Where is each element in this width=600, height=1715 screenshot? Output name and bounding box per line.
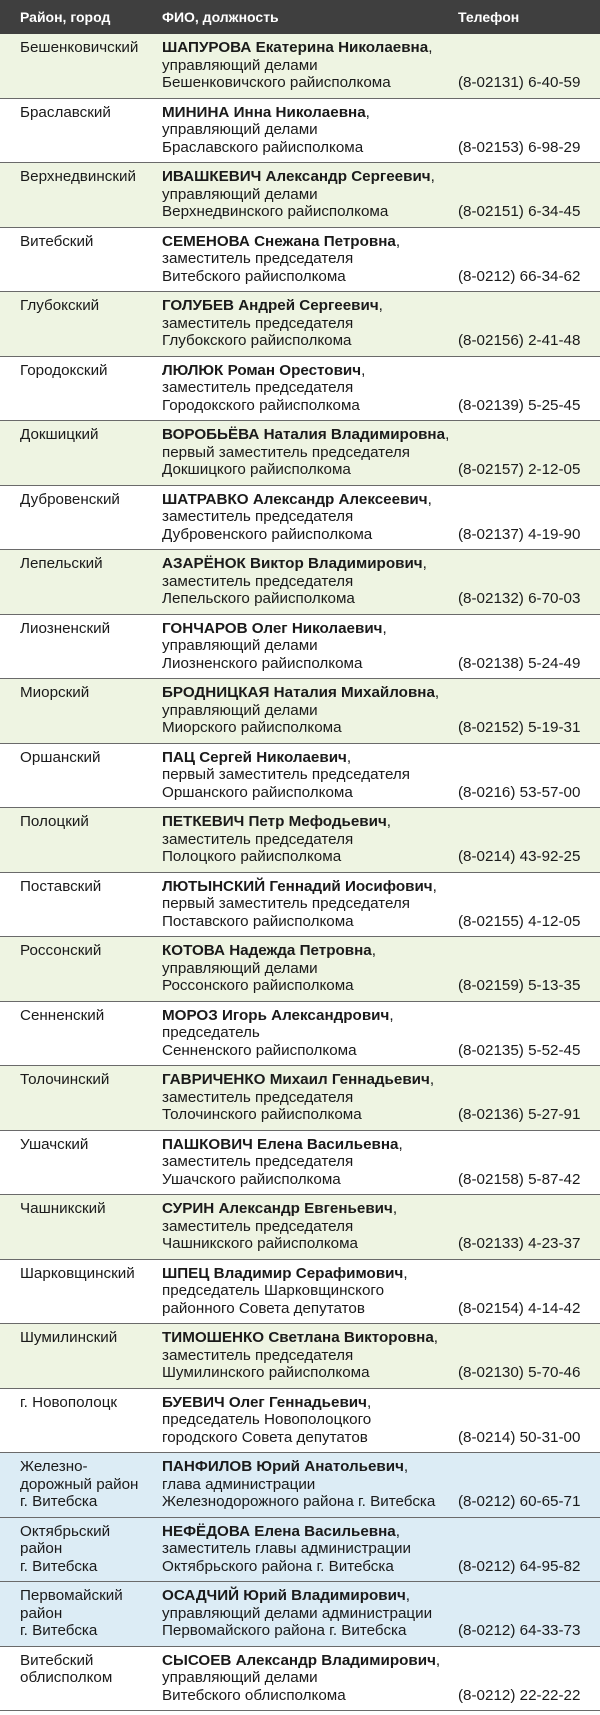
person-given-name: Юрий Анатольевич	[256, 1458, 404, 1475]
district-cell	[20, 749, 158, 767]
table-row	[0, 486, 600, 551]
phone-number: (8-02154) 4-14-42	[458, 1299, 581, 1317]
district-line: Докшицкий	[20, 426, 99, 443]
table-row	[0, 937, 600, 1002]
person-name: ГАВРИЧЕНКО Михаил Геннадьевич,	[162, 1071, 435, 1088]
person-cell	[162, 297, 462, 350]
person-given-name: Олег Николаевич	[251, 619, 383, 637]
person-cell	[162, 1394, 462, 1447]
person-given-name: Игорь Александрович	[221, 1006, 390, 1024]
position-line: Витебского облисполкома	[162, 1686, 346, 1704]
phone-number: (8-02155) 4-12-05	[458, 912, 581, 930]
phone-number: (8-02130) 5-70-46	[458, 1364, 581, 1381]
position-line: управляющий делами	[162, 121, 318, 139]
position-line: Дубровенского райисполкома	[162, 525, 373, 543]
district-line: Витебский	[20, 232, 94, 250]
person-name: ШАПУРОВА Екатерина Николаевна,	[162, 39, 433, 56]
position-line: Городокского райисполкома	[162, 396, 360, 414]
district-line: Глубокский	[20, 297, 100, 314]
person-name: ГОЛУБЕВ Андрей Сергеевич,	[162, 297, 383, 314]
phone-number: (8-02156) 2-41-48	[458, 332, 581, 349]
table-row	[0, 421, 600, 486]
table-row	[0, 163, 600, 228]
phone-number: (8-02139) 5-25-45	[458, 396, 581, 414]
person-cell	[162, 1458, 462, 1511]
position-line: глава администрации	[162, 1475, 316, 1493]
position-line: городского Совета депутатов	[162, 1428, 368, 1446]
district-cell	[20, 39, 158, 57]
district-line: Оршанский	[20, 748, 101, 766]
phone-number: (8-02159) 5-13-35	[458, 977, 581, 994]
person-name: ПЕТКЕВИЧ Петр Мефодьевич,	[162, 813, 392, 830]
person-cell	[162, 1523, 462, 1576]
person-given-name: Наталия Владимировна	[263, 426, 446, 443]
table-row	[0, 34, 600, 99]
person-given-name: Александр Владимирович	[235, 1651, 436, 1669]
person-surname: ОСАДЧИЙ	[162, 1587, 240, 1604]
district-cell	[20, 878, 158, 896]
district-line: район	[20, 1540, 63, 1558]
person-name: ПАНФИЛОВ Юрий Анатольевич,	[162, 1458, 409, 1475]
position-line: Первомайского района г. Витебска	[162, 1622, 407, 1640]
person-surname: ПЕТКЕВИЧ	[162, 813, 245, 830]
person-given-name: Александр Алексеевич	[252, 490, 428, 508]
district-line: Лиозненский	[20, 619, 111, 637]
person-cell	[162, 426, 462, 479]
person-given-name: Инна Николаевна	[233, 103, 366, 121]
phone-number: (8-0212) 64-95-82	[458, 1557, 581, 1575]
position-line: Толочинского райисполкома	[162, 1106, 362, 1124]
district-line: Витебский	[20, 1651, 94, 1669]
position-line: управляющий делами администрации	[162, 1604, 433, 1622]
district-cell	[20, 1071, 158, 1089]
person-name: ГОНЧАРОВ Олег Николаевич,	[162, 619, 387, 637]
district-line: Толочинский	[20, 1071, 110, 1088]
person-cell	[162, 1071, 462, 1124]
position-line: заместитель председателя	[162, 250, 354, 268]
person-cell	[162, 942, 462, 995]
person-given-name: Елена Васильевна	[254, 1522, 396, 1540]
district-line: Дубровенский	[20, 490, 120, 508]
person-surname: ПАЦ	[162, 748, 195, 766]
header-person: ФИО, должность	[162, 9, 279, 25]
position-line: Докшицкого райисполкома	[162, 461, 351, 479]
person-cell	[162, 620, 462, 673]
header-district: Район, город	[20, 9, 111, 25]
person-surname: ИВАШКЕВИЧ	[162, 168, 262, 185]
position-line: заместитель председателя	[162, 1346, 354, 1364]
person-given-name: Екатерина Николаевна	[255, 39, 429, 56]
person-given-name: Наталия Михайловна	[273, 684, 435, 701]
district-cell	[20, 1458, 158, 1511]
person-cell	[162, 1265, 462, 1318]
phone-number: (8-0212) 64-33-73	[458, 1622, 581, 1639]
position-line: первый заместитель председателя	[162, 443, 410, 461]
person-cell	[162, 491, 462, 544]
person-given-name: Светлана Викторовна	[268, 1329, 434, 1346]
district-cell	[20, 1394, 158, 1412]
person-name: БРОДНИЦКАЯ Наталия Михайловна,	[162, 684, 440, 701]
district-line: Лепельский	[20, 555, 103, 572]
table-row	[0, 873, 600, 938]
position-line: Железнодорожного района г. Витебска	[162, 1493, 436, 1511]
table-row	[0, 679, 600, 744]
district-cell	[20, 1007, 158, 1025]
person-name: ЛЮЛЮК Роман Орестович,	[162, 361, 366, 379]
position-line: заместитель председателя	[162, 508, 354, 526]
table-header	[0, 0, 600, 34]
person-cell	[162, 684, 462, 737]
person-cell	[162, 878, 462, 931]
position-line: Поставского райисполкома	[162, 912, 354, 930]
table-row	[0, 550, 600, 615]
person-cell	[162, 104, 462, 157]
person-given-name: Александр Евгеньевич	[218, 1200, 393, 1217]
position-line: управляющий делами	[162, 637, 318, 655]
person-surname: ГАВРИЧЕНКО	[162, 1071, 266, 1088]
district-cell	[20, 813, 158, 831]
district-cell	[20, 426, 158, 444]
person-cell	[162, 1652, 462, 1705]
position-line: Чашникского райисполкома	[162, 1235, 358, 1253]
person-given-name: Александр Сергеевич	[265, 168, 431, 185]
phone-number: (8-0212) 22-22-22	[458, 1686, 581, 1704]
person-name: ТИМОШЕНКО Светлана Викторовна,	[162, 1329, 439, 1346]
person-name: БУЕВИЧ Олег Геннадьевич,	[162, 1393, 372, 1411]
person-surname: ШАТРАВКО	[162, 490, 249, 508]
position-line: Лиозненского райисполкома	[162, 654, 363, 672]
phone-number: (8-02137) 4-19-90	[458, 525, 581, 543]
person-cell	[162, 1007, 462, 1060]
position-line: Лепельского райисполкома	[162, 590, 355, 608]
person-given-name: Петр Мефодьевич	[248, 813, 387, 830]
person-cell	[162, 1587, 462, 1640]
phone-number: (8-02158) 5-87-42	[458, 1170, 581, 1188]
person-name: ОСАДЧИЙ Юрий Владимирович,	[162, 1587, 411, 1604]
position-line: заместитель председателя	[162, 572, 354, 590]
person-name: ВОРОБЬЁВА Наталия Владимировна,	[162, 426, 450, 443]
table-row	[0, 1260, 600, 1325]
table-row	[0, 1131, 600, 1196]
person-cell	[162, 168, 462, 221]
position-line: Витебского райисполкома	[162, 267, 346, 285]
position-line: заместитель председателя	[162, 314, 354, 332]
table-body	[0, 34, 600, 1711]
position-line: Оршанского райисполкома	[162, 783, 353, 801]
district-cell	[20, 684, 158, 702]
district-line: Бешенковичский	[20, 39, 139, 56]
district-line: Ушачский	[20, 1135, 89, 1153]
person-surname: ГОЛУБЕВ	[162, 297, 234, 314]
phone-number: (8-0214) 50-31-00	[458, 1428, 581, 1446]
table-row	[0, 99, 600, 164]
district-line: г. Витебска	[20, 1622, 98, 1640]
phone-number: (8-02153) 6-98-29	[458, 138, 581, 156]
person-cell	[162, 1200, 462, 1253]
person-surname: БРОДНИЦКАЯ	[162, 684, 270, 701]
person-name: ЛЮТЫНСКИЙ Геннадий Иосифович,	[162, 877, 437, 895]
district-line: район	[20, 1604, 63, 1622]
person-given-name: Михаил Геннадьевич	[269, 1071, 430, 1088]
person-surname: СУРИН	[162, 1200, 215, 1217]
person-given-name: Елена Васильевна	[257, 1135, 399, 1153]
district-line: дорожный район	[20, 1475, 139, 1493]
table-row	[0, 615, 600, 680]
person-surname: ГОНЧАРОВ	[162, 619, 248, 637]
person-name: ШАТРАВКО Александр Алексеевич,	[162, 490, 432, 508]
person-given-name: Владимир Серафимович	[213, 1264, 404, 1282]
position-line: заместитель председателя	[162, 1088, 354, 1106]
person-name: СЫСОЕВ Александр Владимирович,	[162, 1651, 441, 1669]
district-cell	[20, 233, 158, 251]
district-line: Шарковщинский	[20, 1264, 135, 1282]
phone-number: (8-02133) 4-23-37	[458, 1235, 581, 1252]
position-line: заместитель председателя	[162, 1217, 354, 1235]
district-line: Железно-	[20, 1458, 88, 1475]
district-line: Чашникский	[20, 1200, 106, 1217]
person-cell	[162, 362, 462, 415]
position-line: председатель Новополоцкого	[162, 1411, 372, 1429]
person-given-name: Геннадий Иосифович	[269, 877, 433, 895]
person-cell	[162, 1329, 462, 1382]
position-line: Сенненского райисполкома	[162, 1041, 357, 1059]
position-line: первый заместитель председателя	[162, 766, 410, 784]
person-given-name: Сергей Николаевич	[199, 748, 347, 766]
header-phone: Телефон	[458, 9, 520, 25]
table-row	[0, 1389, 600, 1454]
person-cell	[162, 1136, 462, 1189]
person-cell	[162, 39, 462, 92]
district-cell	[20, 1523, 158, 1576]
person-name: КОТОВА Надежда Петровна,	[162, 942, 376, 959]
district-line: Сенненский	[20, 1006, 105, 1024]
position-line: управляющий делами	[162, 959, 318, 977]
position-line: председатель	[162, 1024, 260, 1042]
phone-number: (8-02138) 5-24-49	[458, 654, 581, 672]
position-line: Глубокского райисполкома	[162, 332, 352, 350]
person-given-name: Андрей Сергеевич	[238, 297, 379, 314]
district-line: Поставский	[20, 877, 102, 895]
district-cell	[20, 620, 158, 638]
person-surname: КОТОВА	[162, 942, 225, 959]
district-line: Полоцкий	[20, 813, 89, 830]
table-row	[0, 1066, 600, 1131]
position-line: Ушачского райисполкома	[162, 1170, 341, 1188]
person-surname: АЗАРЁНОК	[162, 555, 246, 572]
position-line: Октябрьского района г. Витебска	[162, 1557, 394, 1575]
position-line: управляющий делами	[162, 701, 318, 719]
person-name: СУРИН Александр Евгеньевич,	[162, 1200, 398, 1217]
person-name: ПАЦ Сергей Николаевич,	[162, 748, 352, 766]
table-row	[0, 228, 600, 293]
person-given-name: Олег Геннадьевич	[228, 1393, 367, 1411]
person-cell	[162, 813, 462, 866]
position-line: Россонского райисполкома	[162, 977, 354, 995]
person-surname: НЕФЁДОВА	[162, 1522, 251, 1540]
person-name: АЗАРЁНОК Виктор Владимирович,	[162, 555, 427, 572]
position-line: Браславского райисполкома	[162, 138, 364, 156]
district-cell	[20, 104, 158, 122]
position-line: Шумилинского райисполкома	[162, 1364, 370, 1382]
person-name: ШПЕЦ Владимир Серафимович,	[162, 1264, 408, 1282]
person-given-name: Юрий Владимирович	[243, 1587, 406, 1604]
district-line: Первомайский	[20, 1587, 123, 1604]
person-surname: ШПЕЦ	[162, 1264, 210, 1282]
table-row	[0, 1002, 600, 1067]
person-name: НЕФЁДОВА Елена Васильевна,	[162, 1522, 400, 1540]
table-row	[0, 1195, 600, 1260]
district-cell	[20, 1652, 158, 1687]
person-given-name: Роман Орестович	[227, 361, 362, 379]
district-cell	[20, 491, 158, 509]
position-line: заместитель председателя	[162, 1153, 354, 1171]
position-line: председатель Шарковщинского	[162, 1282, 385, 1300]
person-cell	[162, 555, 462, 608]
phone-number: (8-02151) 6-34-45	[458, 203, 581, 220]
table-row	[0, 1324, 600, 1389]
position-line: районного Совета депутатов	[162, 1299, 365, 1317]
person-name: СЕМЕНОВА Снежана Петровна,	[162, 232, 401, 250]
position-line: заместитель главы администрации	[162, 1540, 411, 1558]
district-cell	[20, 297, 158, 315]
district-cell	[20, 942, 158, 960]
person-given-name: Надежда Петровна	[229, 942, 372, 959]
district-line: Браславский	[20, 103, 111, 121]
position-line: заместитель председателя	[162, 379, 354, 397]
position-line: Полоцкого райисполкома	[162, 848, 342, 866]
phone-number: (8-02152) 5-19-31	[458, 719, 581, 736]
person-surname: ЛЮТЫНСКИЙ	[162, 877, 266, 895]
person-surname: СЕМЕНОВА	[162, 232, 250, 250]
person-cell	[162, 749, 462, 802]
district-line: Россонский	[20, 942, 102, 959]
district-line: Шумилинский	[20, 1329, 118, 1346]
table-row	[0, 357, 600, 422]
position-line: Бешенковичского райисполкома	[162, 74, 391, 92]
table-row	[0, 1453, 600, 1518]
person-surname: ПАНФИЛОВ	[162, 1458, 253, 1475]
position-line: управляющий делами	[162, 1669, 318, 1687]
phone-number: (8-02136) 5-27-91	[458, 1106, 581, 1123]
table-row	[0, 808, 600, 873]
district-line: облисполком	[20, 1669, 113, 1687]
phone-number: (8-02157) 2-12-05	[458, 461, 581, 478]
table-row	[0, 744, 600, 809]
position-line: Миорского райисполкома	[162, 719, 342, 737]
table-row	[0, 1518, 600, 1583]
person-given-name: Виктор Владимирович	[250, 555, 423, 572]
position-line: управляющий делами	[162, 56, 318, 74]
table-row	[0, 1647, 600, 1712]
table-row	[0, 1582, 600, 1647]
phone-number: (8-0212) 60-65-71	[458, 1493, 581, 1510]
district-line: Октябрьский	[20, 1522, 111, 1540]
phone-number: (8-02132) 6-70-03	[458, 590, 581, 607]
person-surname: МИНИНА	[162, 103, 230, 121]
position-line: заместитель председателя	[162, 830, 354, 848]
person-surname: ШАПУРОВА	[162, 39, 252, 56]
district-line: Миорский	[20, 684, 90, 701]
person-name: ИВАШКЕВИЧ Александр Сергеевич,	[162, 168, 435, 185]
person-surname: ЛЮЛЮК	[162, 361, 224, 379]
district-cell	[20, 1265, 158, 1283]
district-cell	[20, 1329, 158, 1347]
person-surname: СЫСОЕВ	[162, 1651, 232, 1669]
person-surname: БУЕВИЧ	[162, 1393, 225, 1411]
phone-number: (8-02135) 5-52-45	[458, 1041, 581, 1059]
phone-number: (8-0212) 66-34-62	[458, 267, 581, 285]
district-line: г. Новополоцк	[20, 1393, 118, 1411]
district-line: г. Витебска	[20, 1493, 98, 1511]
person-surname: ПАШКОВИЧ	[162, 1135, 253, 1153]
position-line: первый заместитель председателя	[162, 895, 410, 913]
district-line: Городокский	[20, 361, 108, 379]
district-line: г. Витебска	[20, 1557, 98, 1575]
district-cell	[20, 1200, 158, 1218]
person-surname: ВОРОБЬЁВА	[162, 426, 260, 443]
district-line: Верхнедвинский	[20, 168, 136, 185]
person-surname: ТИМОШЕНКО	[162, 1329, 265, 1346]
table-row	[0, 292, 600, 357]
district-cell	[20, 168, 158, 186]
district-cell	[20, 362, 158, 380]
person-cell	[162, 233, 462, 286]
person-name: МИНИНА Инна Николаевна,	[162, 103, 370, 121]
person-name: ПАШКОВИЧ Елена Васильевна,	[162, 1135, 403, 1153]
position-line: управляющий делами	[162, 185, 318, 203]
person-surname: МОРОЗ	[162, 1006, 218, 1024]
phone-number: (8-0216) 53-57-00	[458, 783, 581, 801]
district-cell	[20, 1587, 158, 1640]
position-line: Верхнедвинского райисполкома	[162, 203, 389, 221]
district-cell	[20, 1136, 158, 1154]
phone-number: (8-0214) 43-92-25	[458, 848, 581, 865]
phone-number: (8-02131) 6-40-59	[458, 74, 581, 91]
district-cell	[20, 555, 158, 573]
person-name: МОРОЗ Игорь Александрович,	[162, 1006, 394, 1024]
person-given-name: Снежана Петровна	[254, 232, 396, 250]
